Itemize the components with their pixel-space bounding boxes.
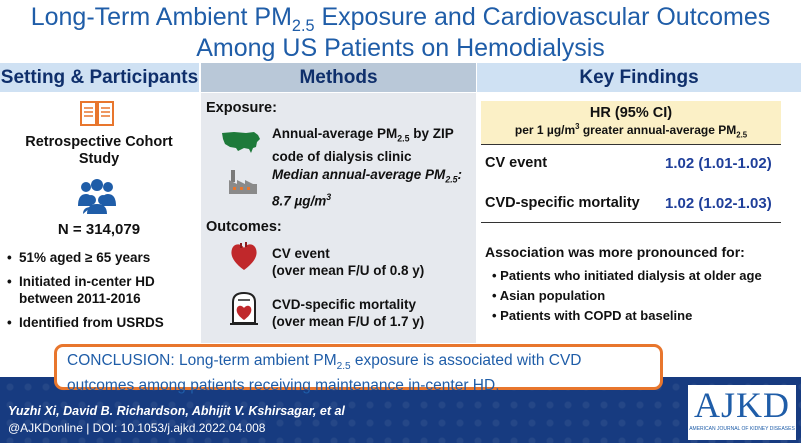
conclusion-box: CONCLUSION: Long-term ambient $PM_{2.5}$ exposure is associated with CVD outcomes among patients receiving maintenance in-center HD. xyxy=(54,344,663,390)
outcome-2 xyxy=(272,296,472,330)
exposure-label: Exposure: xyxy=(206,100,277,116)
hr-divider-bottom xyxy=(481,222,781,223)
outcomes-label: Outcomes: xyxy=(206,219,282,235)
key-findings-header: Key Findings xyxy=(477,63,801,92)
logo-subtext: AMERICAN JOURNAL OF KIDNEY DISEASES xyxy=(689,426,795,432)
association-item: • Patients with COPD at baseline xyxy=(492,308,693,323)
exposure-item-2: Median annual-average $PM_{2.5}$: 8.7 $\mu g/m^3$ xyxy=(272,167,462,209)
title-text: Long-Term Ambient PM xyxy=(30,3,292,31)
tombstone-heart-icon xyxy=(228,290,260,326)
ajkd-logo xyxy=(688,385,796,440)
logo-text: AJKD xyxy=(693,385,790,425)
footer-doi: @AJKDonline | DOI: 10.1053/j.ajkd.2022.04.008 xyxy=(8,421,266,435)
outcome-1-title: CV event xyxy=(272,246,330,261)
setting-header: Setting & Participants xyxy=(0,63,199,92)
association-item: • Asian population xyxy=(492,288,606,303)
hr-subtitle: per 1 $\mu g/m^3$ greater annual-average $PM_{2.5}$ xyxy=(514,122,748,140)
association-list xyxy=(492,266,797,326)
factory-icon xyxy=(228,168,258,194)
setting-bullets xyxy=(7,249,197,331)
setting-bullet: • Identified from USRDS xyxy=(7,315,164,330)
hr-divider-top xyxy=(481,144,781,145)
finding-row-1-value: 1.02 (1.01-1.02) xyxy=(665,155,772,172)
usa-map-icon xyxy=(220,129,262,155)
outcome-1-detail: (over mean F/U of 0.8 y) xyxy=(272,263,425,278)
finding-row-1-label: CV event xyxy=(485,155,548,171)
book-icon xyxy=(80,100,114,128)
setting-bullet: • Initiated in-center HD between 2011-2016 xyxy=(7,274,155,306)
people-group-icon xyxy=(75,178,119,214)
outcome-2-detail: (over mean F/U of 1.7 y) xyxy=(272,314,425,329)
participant-count: N = 314,079 xyxy=(57,221,141,238)
title-line-2: Among US Patients on Hemodialysis xyxy=(196,34,605,62)
heart-icon xyxy=(229,240,259,272)
methods-header: Methods xyxy=(201,63,476,92)
footer-authors: Yuzhi Xi, David B. Richardson, Abhijit V. Kshirsagar, et al xyxy=(8,404,345,418)
outcome-1 xyxy=(272,245,472,279)
exposure-item-1: Annual-average $PM_{2.5}$ by ZIP code of dialysis clinic xyxy=(272,126,454,164)
hr-title: HR (95% CI) xyxy=(589,105,673,121)
hr-header-box xyxy=(481,101,781,144)
finding-row-2-label: CVD-specific mortality xyxy=(485,195,640,211)
setting-bullet: • 51% aged ≥ 65 years xyxy=(7,250,151,265)
title-subscript: 2.5 xyxy=(291,17,315,35)
outcome-2-title: CVD-specific mortality xyxy=(272,297,417,312)
finding-row-2-value: 1.02 (1.02-1.03) xyxy=(665,195,772,212)
association-item: • Patients who initiated dialysis at older age xyxy=(492,268,762,283)
association-title: Association was more pronounced for: xyxy=(485,244,745,260)
title-text-end: Exposure and Cardiovascular Outcomes xyxy=(314,3,771,31)
study-type: Retrospective Cohort Study xyxy=(25,134,173,167)
